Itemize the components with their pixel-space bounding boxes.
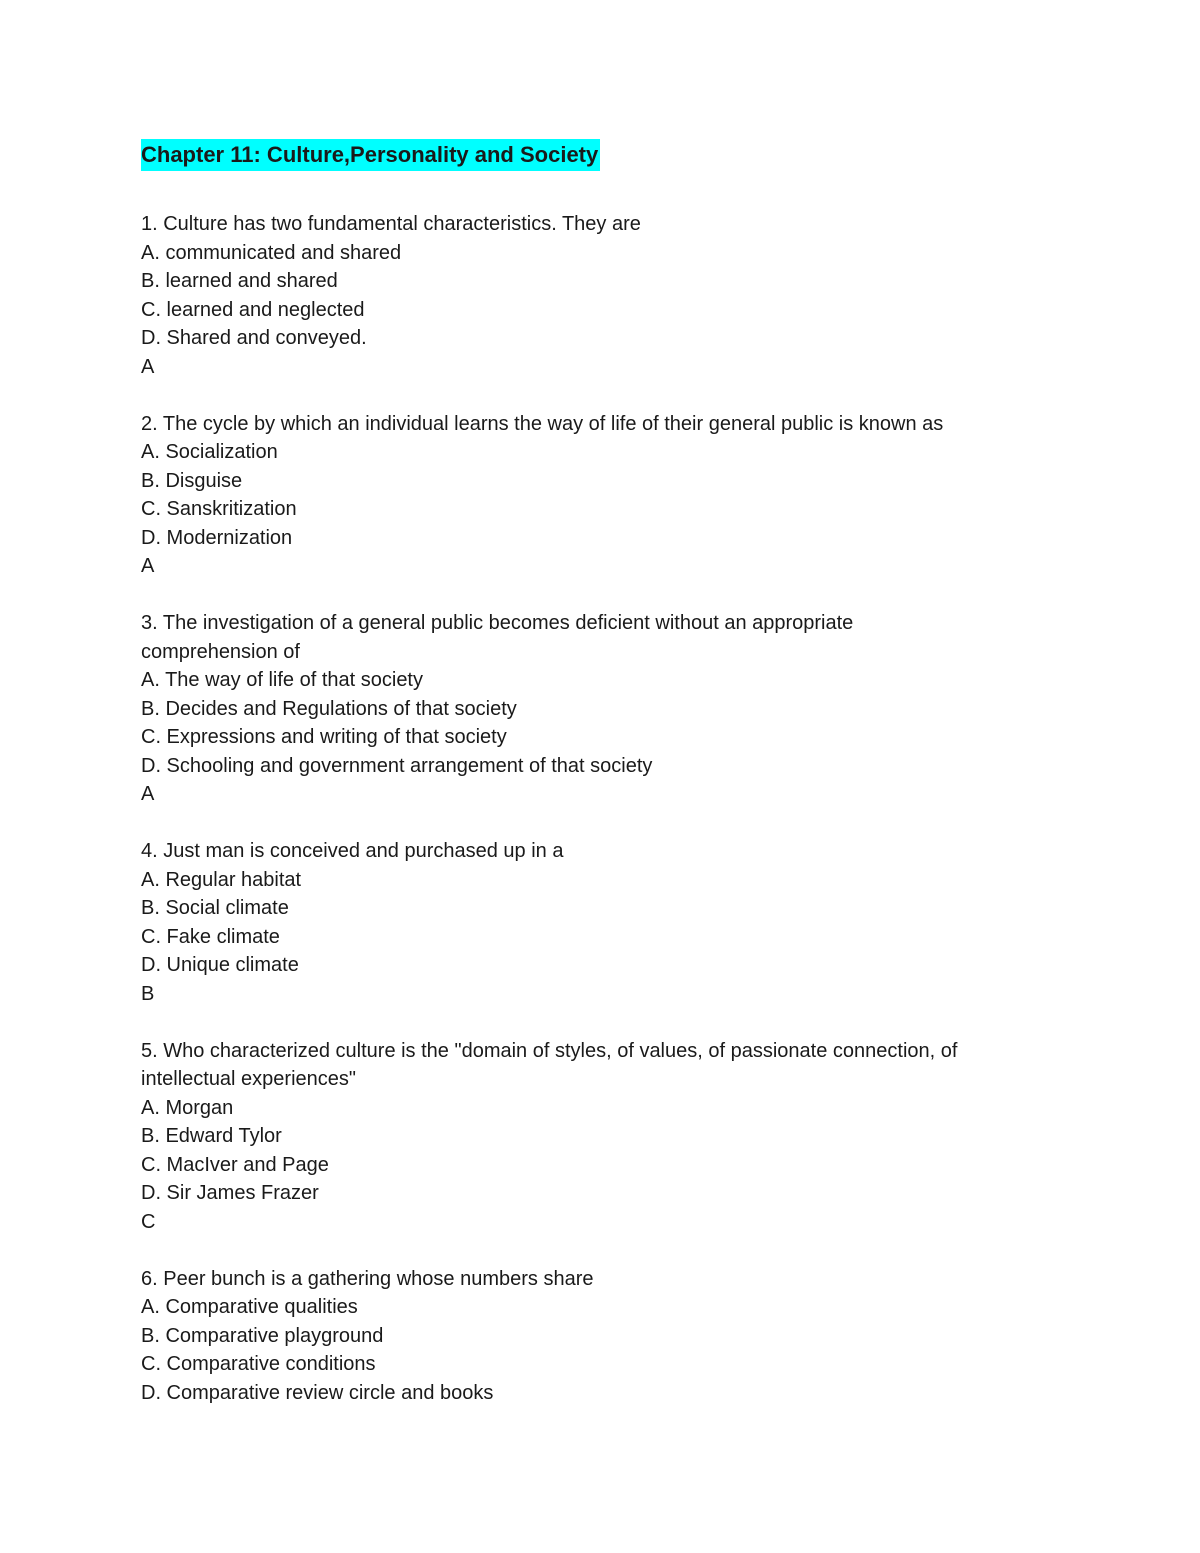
correct-answer: B — [141, 982, 155, 1005]
document-page — [141, 139, 1101, 1436]
answer-option: D. Unique climate — [141, 954, 299, 976]
answer-option: C. Comparative conditions — [141, 1353, 376, 1375]
question-stem: 5. Who characterized culture is the "domain of styles, of values, of passionate connection, of — [141, 1039, 958, 1062]
answer-option: D. Sir James Frazer — [141, 1182, 319, 1204]
correct-answer: A — [141, 555, 155, 577]
question-list — [141, 210, 1101, 1407]
answer-option: C. learned and neglected — [141, 298, 365, 321]
question-stem: 1. Culture has two fundamental characteristics. They are — [141, 213, 641, 235]
answer-option: C. Sanskritization — [141, 498, 297, 520]
answer-option: A. Regular habitat — [141, 868, 302, 891]
question-stem: 2. The cycle by which an individual learns the way of life of their general public is known as — [141, 412, 944, 435]
answer-option: B. Social climate — [141, 897, 289, 919]
answer-option: A. Morgan — [141, 1096, 234, 1119]
answer-option: B. Disguise — [141, 469, 243, 492]
answer-option: A. communicated and shared — [141, 241, 402, 264]
question-2 — [141, 410, 1101, 581]
correct-answer: A — [141, 783, 155, 805]
question-stem: intellectual experiences" — [141, 1068, 356, 1090]
answer-option: B. Decides and Regulations of that society — [141, 697, 517, 720]
question-stem: 4. Just man is conceived and purchased up in a — [141, 840, 564, 862]
answer-option: A. Comparative qualities — [141, 1296, 358, 1318]
question-stem: comprehension of — [141, 640, 300, 663]
answer-option: D. Comparative review circle and books — [141, 1381, 494, 1404]
correct-answer: A — [141, 355, 155, 378]
answer-option: C. Fake climate — [141, 925, 280, 948]
question-4 — [141, 837, 1101, 1008]
chapter-title: Chapter 11: Culture,Personality and Society — [141, 139, 600, 171]
answer-option: D. Shared and conveyed. — [141, 327, 367, 349]
answer-option: D. Schooling and government arrangement of that society — [141, 754, 653, 777]
question-1 — [141, 210, 1101, 381]
correct-answer: C — [141, 1210, 156, 1233]
question-stem: 3. The investigation of a general public becomes deficient without an appropriate — [141, 612, 854, 634]
answer-option: D. Modernization — [141, 526, 293, 549]
question-5 — [141, 1037, 1101, 1237]
question-6 — [141, 1265, 1101, 1408]
answer-option: A. Socialization — [141, 441, 278, 463]
question-3 — [141, 609, 1101, 809]
answer-option: B. learned and shared — [141, 270, 338, 292]
question-stem: 6. Peer bunch is a gathering whose numbers share — [141, 1267, 594, 1290]
answer-option: B. Edward Tylor — [141, 1125, 282, 1147]
answer-option: C. Expressions and writing of that society — [141, 726, 507, 748]
answer-option: B. Comparative playground — [141, 1324, 384, 1347]
answer-option: C. MacIver and Page — [141, 1153, 329, 1176]
answer-option: A. The way of life of that society — [141, 669, 423, 691]
